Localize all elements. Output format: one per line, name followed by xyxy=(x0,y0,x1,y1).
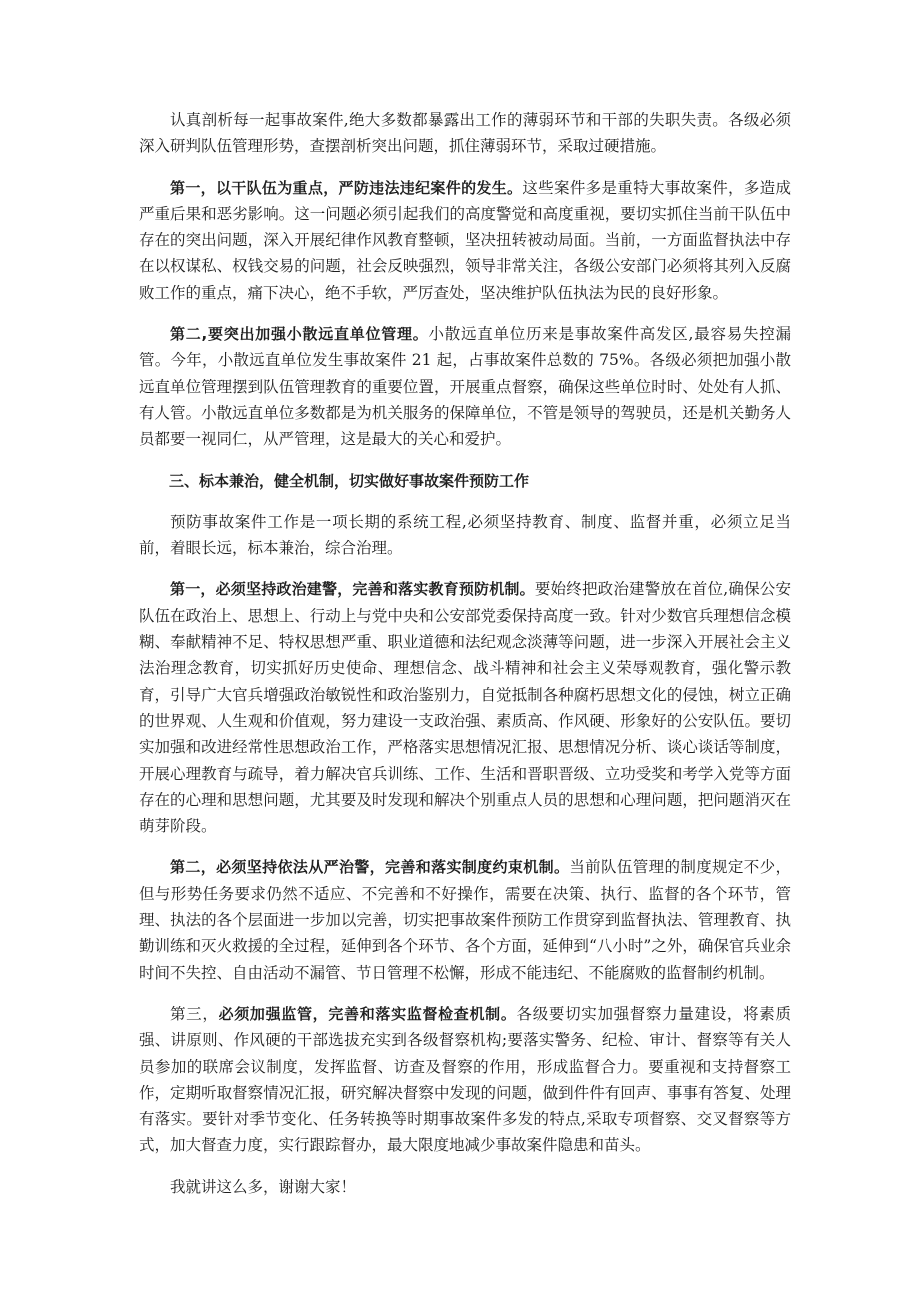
closing-remark: 我就讲这么多，谢谢大家！ xyxy=(170,1177,357,1196)
section-heading: 三、标本兼治，健全机制，切实做好事故案件预防工作 xyxy=(169,471,530,490)
paragraph-lead: 第一，以干队伍为重点，严防违法违纪案件的发生。 xyxy=(170,178,523,197)
paragraph-lead: 必须加强监管，完善和落实监督检查机制。 xyxy=(218,1004,517,1023)
document-page xyxy=(139,107,791,1215)
paragraph-body: 当前队伍管理的制度规定不少，但与形势任务要求仍然不适应、不完善和不好操作，需要在决策、执行、监督的各个环节，管理、执法的各个层面进一步加以完善，切实把事故案件预防工作贯穿到监督执法、管理教育、执勤训练和灭火救援的全过程，延伸到各个环节、各个方面，延伸到“八小时”之外，确保官兵业余时间不失控、自由活动不漏管、节日管理不松懈，形成不能违纪、不能腐败的监督制约机制。 xyxy=(139,858,791,982)
paragraph-body: 这些案件多是重特大事故案件，多造成严重后果和恶劣影响。这一问题必须引起我们的高度警觉和高度重视，要切实抓住当前干队伍中存在的突出问题，深入开展纪律作风教育整顿，坚决扭转被动局面。当前，一方面监督执法中存在以权谋私、权钱交易的问题，社会反映强烈，领导非常关注，各级公安部门必须将其列入反腐败工作的重点，痛下决心，绝不手软，严厉查处，坚决维护队伍执法为民的良好形象。 xyxy=(139,178,791,302)
paragraph-prefix: 第三， xyxy=(170,1004,219,1023)
paragraph-lead: 第一，必须坚持政治建警，完善和落实教育预防机制。 xyxy=(170,580,535,599)
paragraph-second-point xyxy=(139,321,791,452)
paragraph-body: 要始终把政治建警放在首位,确保公安队伍在政治上、思想上、行动上与党中央和公安部党委保持高度一致。针对少数官兵理想信念模糊、奉献精神不足、特权思想严重、职业道德和法纪观念淡薄等问题，进一步深入开展社会主义法治理念教育，切实抓好历史使命、理想信念、战斗精神和社会主义荣辱观教育，强化警示教育，引导广大官兵增强政治敏锐性和政治鉴别力，自觉抵制各种腐朽思想文化的侵蚀，树立正确的世界观、人生观和价值观，努力建设一支政治强、素质高、作风硬、形象好的公安队伍。要切实加强和改进经常性思想政治工作，严格落实思想情况汇报、思想情况分析、谈心谈话等制度，开展心理教育与疏导，着力解决官兵训练、工作、生活和晋职晋级、立功受奖和考学入党等方面存在的心理和思想问题，尤其要及时发现和解决个别重点人员的思想和心理问题，把问题消灭在萌芽阶段。 xyxy=(139,580,791,836)
section-intro-paragraph: 预防事故案件工作是一项长期的系统工程,必须坚持教育、制度、监督并重，必须立足当前，着眼长远，标本兼治，综合治理。 xyxy=(139,512,791,558)
paragraph-lead: 第二,要突出加强小散远直单位管理。 xyxy=(170,325,429,344)
paragraph-lead: 第二，必须坚持依法从严治警，完善和落实制度约束机制。 xyxy=(170,858,570,877)
paragraph-education-mechanism xyxy=(139,576,791,839)
paragraph-first-point xyxy=(139,175,791,306)
intro-paragraph: 认真剖析每一起事故案件,绝大多数都暴露出工作的薄弱环节和干部的失职失责。各级必须深入研判队伍管理形势，查摆剖析突出问题，抓住薄弱环节，采取过硬措施。 xyxy=(139,111,791,156)
paragraph-body: 各级要切实加强督察力量建设，将素质强、讲原则、作风硬的干部选拔充实到各级督察机构;要落实警务、纪检、审计、督察等有关人员参加的联席会议制度，发挥监督、访查及督察的作用，形成监督合力。要重视和支持督察工作，定期听取督察情况汇报，研究解决督察中发现的问题，做到件件有回声、事事有答复、处理有落实。要针对季节变化、任务转换等时期事故案件多发的特点,采取专项督察、交叉督察等方式，加大督查力度，实行跟踪督办，最大限度地减少事故案件隐患和苗头。 xyxy=(139,1004,791,1155)
paragraph-institution-mechanism xyxy=(139,854,791,985)
paragraph-body: 小散远直单位历来是事故案件高发区,最容易失控漏管。今年，小散远直单位发生事故案件 21 起，占事故案件总数的 75%。各级必须把加强小散远直单位管理摆到队伍管理教育的重要位置，开展重点督察，确保这些单位时时、处处有人抓、有人管。小散远直单位多数都是为机关服务的保障单位，不管是领导的驾驶员，还是机关勤务人员都要一视同仁，从严管理，这是最大的关心和爱护。 xyxy=(139,325,791,449)
paragraph-supervision-mechanism xyxy=(139,1001,791,1159)
